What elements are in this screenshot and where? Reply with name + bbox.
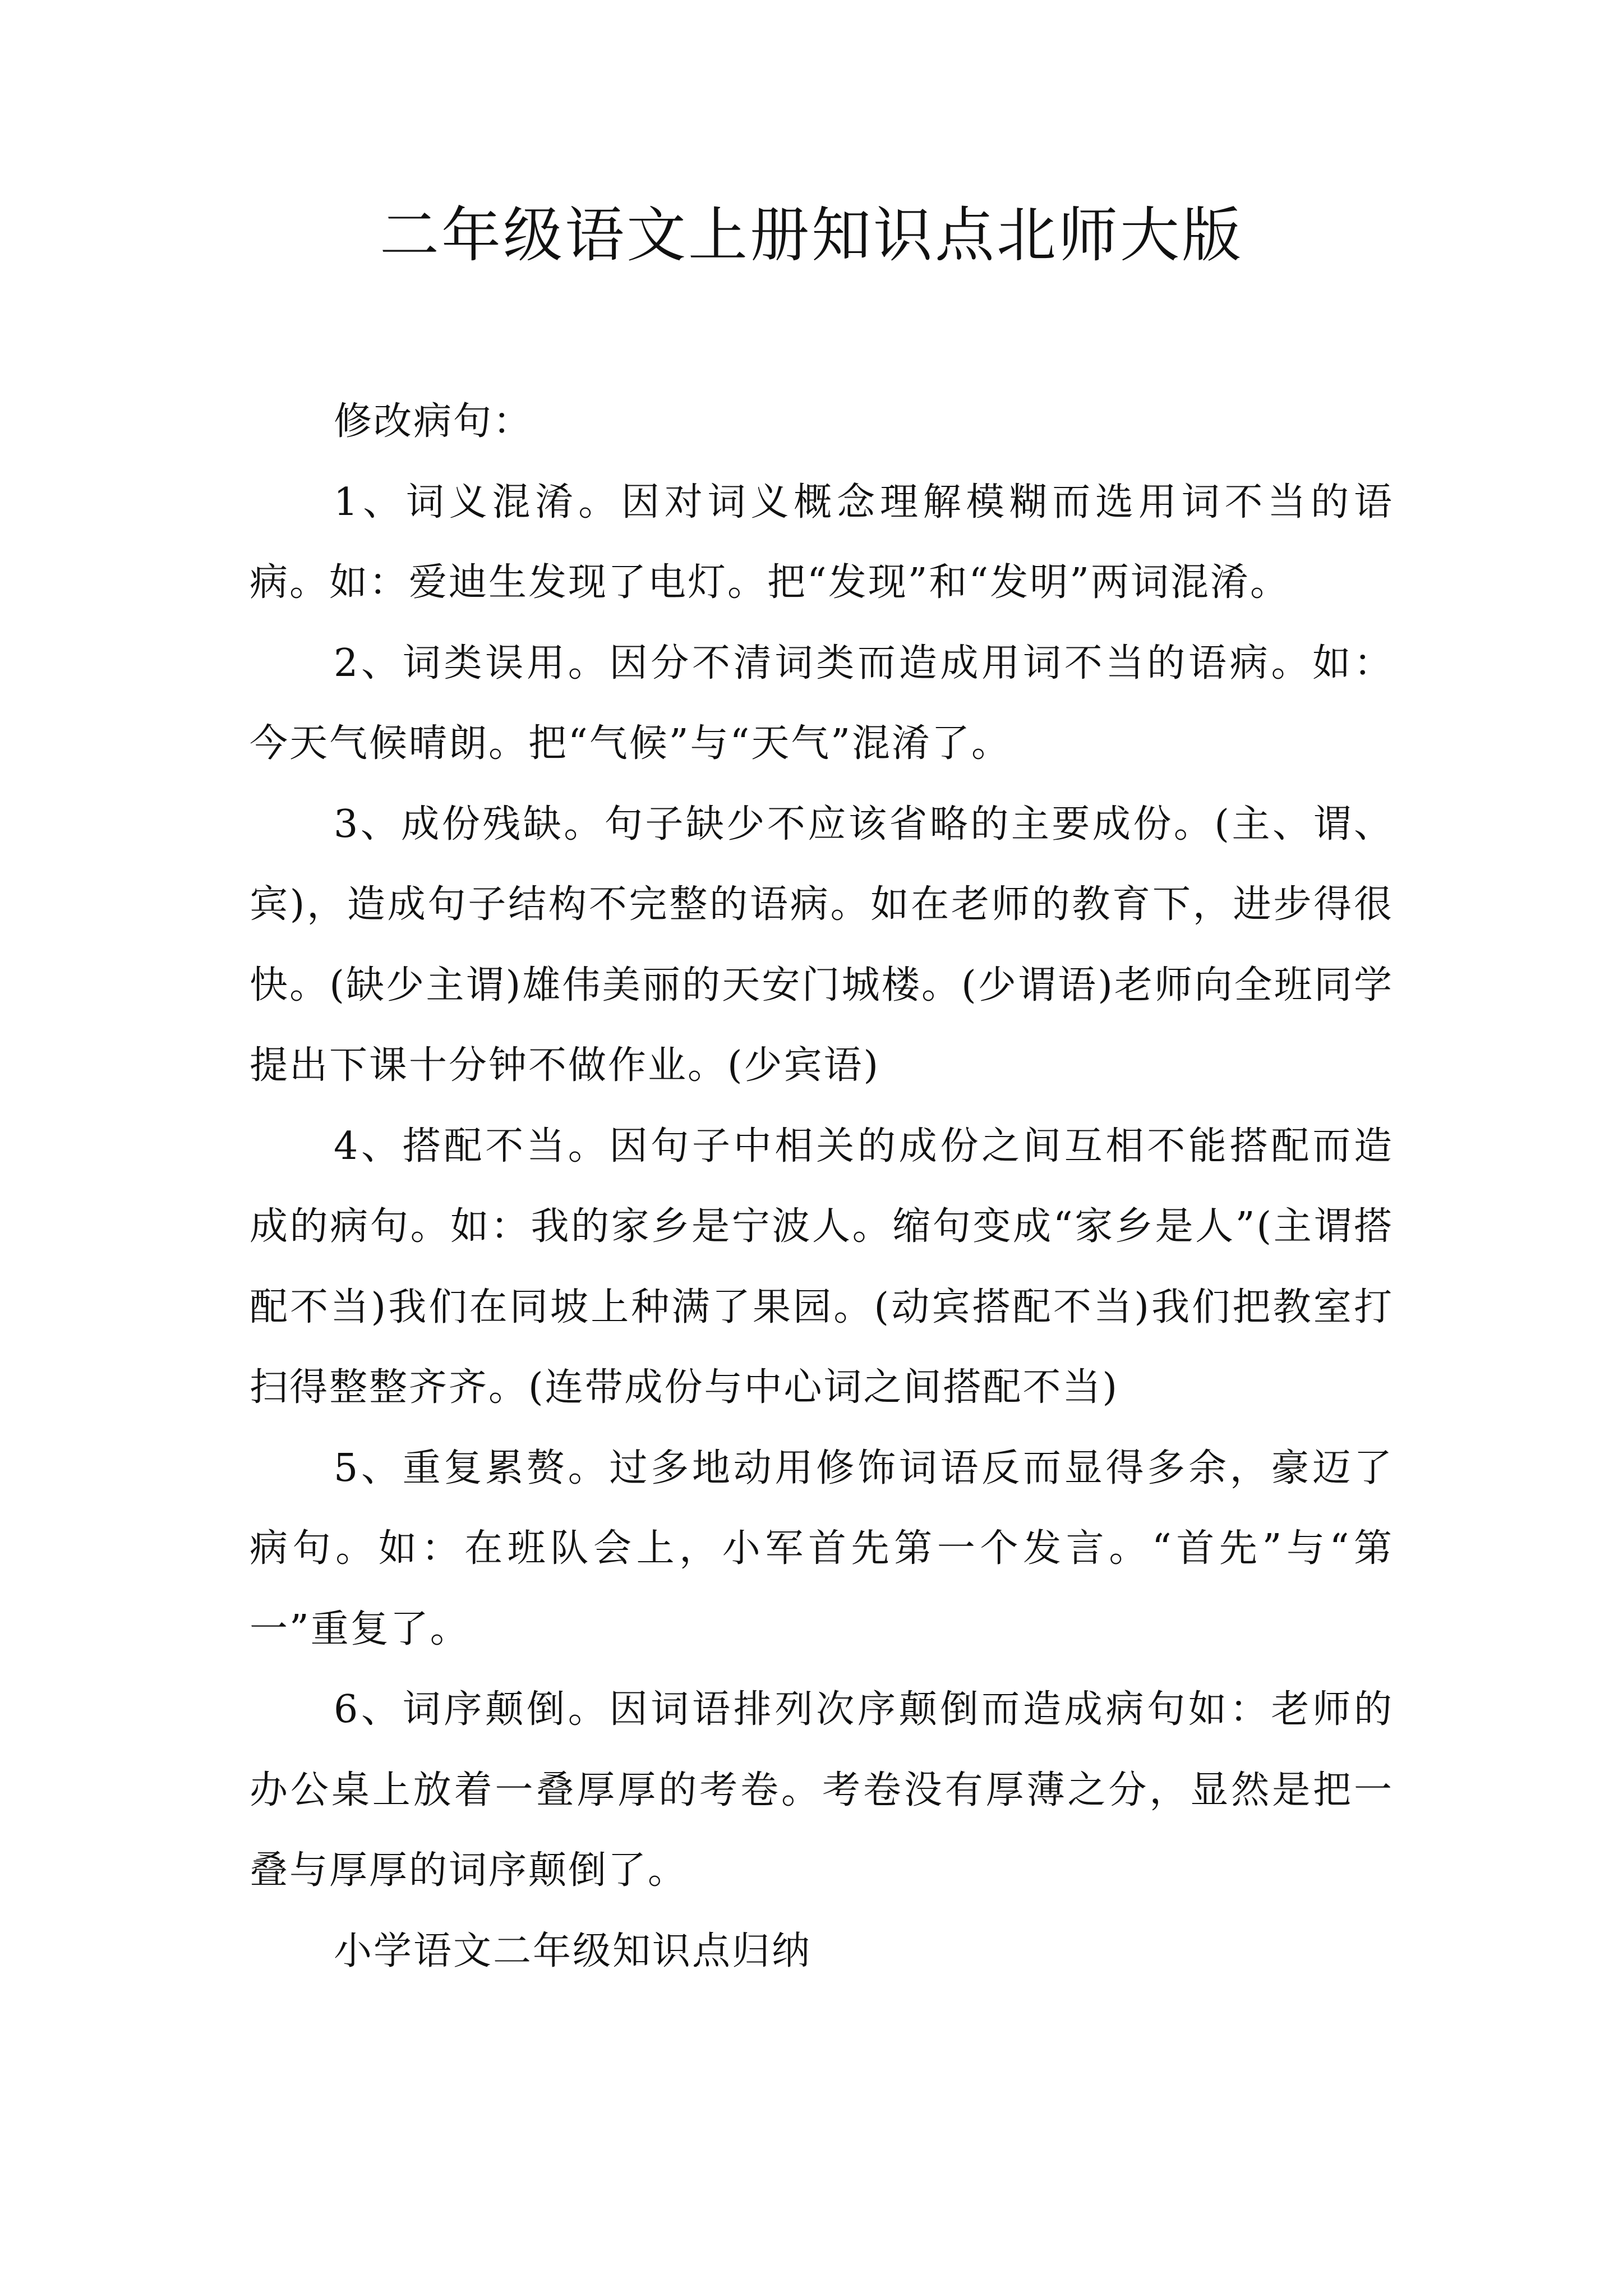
closing-heading: 小学语文二年级知识点归纳 bbox=[334, 1929, 812, 1973]
paragraph-4: 4、搭配不当。因句子中相关的成份之间互相不能搭配而造成的病句。如：我的家乡是宁波人。缩句变成“家乡是人”(主谓搭配不当)我们在同坡上种满了果园。(动宾搭配不当)我们把教室打扫得整整齐齐。(连带成份与中心词之间搭配不当) bbox=[250, 1124, 1394, 1410]
paragraph-1: 1、词义混淆。因对词义概念理解模糊而选用词不当的语病。如：爱迪生发现了电灯。把“发现”和“发明”两词混淆。 bbox=[250, 480, 1394, 605]
document-body bbox=[250, 381, 1394, 1991]
paragraph-2: 2、词类误用。因分不清词类而造成用词不当的语病。如：今天气候晴朗。把“气候”与“天气”混淆了。 bbox=[250, 641, 1394, 766]
paragraph-5: 5、重复累赘。过多地动用修饰词语反而显得多余，豪迈了病句。如：在班队会上，小军首先第一个发言。“首先”与“第一”重复了。 bbox=[250, 1446, 1394, 1651]
paragraph-6: 6、词序颠倒。因词语排列次序颠倒而造成病句如：老师的办公桌上放着一叠厚厚的考卷。考卷没有厚薄之分，显然是把一叠与厚厚的词序颠倒了。 bbox=[250, 1687, 1394, 1893]
document-title: 二年级语文上册知识点北师大版 bbox=[380, 201, 1243, 270]
section-heading: 修改病句： bbox=[334, 399, 533, 444]
paragraph-3: 3、成份残缺。句子缺少不应该省略的主要成份。(主、谓、宾)，造成句子结构不完整的语病。如在老师的教育下，进步得很快。(缺少主谓)雄伟美丽的天安门城楼。(少谓语)老师向全班同学提出下课十分钟不做作业。(少宾语) bbox=[250, 802, 1394, 1088]
